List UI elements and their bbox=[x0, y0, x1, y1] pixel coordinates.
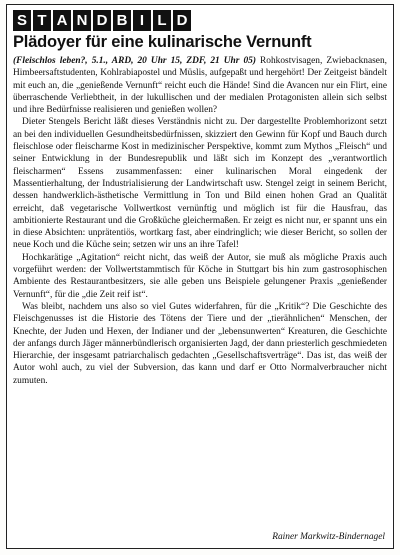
article-body bbox=[13, 55, 387, 387]
kicker-letter: L bbox=[153, 10, 171, 31]
kicker-letter: A bbox=[53, 10, 71, 31]
author-byline: Rainer Markwitz-Bindernagel bbox=[272, 532, 385, 542]
kicker-letter: N bbox=[73, 10, 91, 31]
section-kicker bbox=[13, 10, 191, 32]
paragraph-2: Dieter Stengels Bericht läßt dieses Verständnis nicht zu. Der dargestellte Problemhorizont setzt an bei den individuellen Gesundheitsbedürfnissen, skizziert den Gewinn für Kopf und Bauch durch fleischlose oder fleischarme Kost in medizinischer Perspektive, kommt zum Mythos „Fleisch“ und seiner Entwicklung in der Bundesrepublik und läßt sich im Konzept des „verantwortlich fleischarmen“ Essens zusammenfassen: einer kulinarischen Moral eingedenk der Massentierhaltung, der Industrialisierung der Landwirtschaft usw. Stengel zeigt in seinem Bericht, dessen handwerklich-ästhetische Vermittlung in Ton und Bild einen hohen Grad an Qualität erreicht, daß vegetarische Vollwertkost vernünftig und möglich ist für die Hausfrau, das ambitionierte Restaurant und die Großküche gleichermaßen. Er zeigt es nicht nur, er spannt uns ein in diese Absichten: unprätentiös, wortkarg fast, aber eindringlich; wie dieser Bericht, so sollen der neue Koch und die Küche sein; setzen wir uns an ihre Tafel! bbox=[13, 117, 387, 251]
headline: Plädoyer für eine kulinarische Vernunft bbox=[13, 33, 312, 51]
newspaper-clipping bbox=[6, 4, 394, 549]
kicker-letter: S bbox=[13, 10, 31, 31]
paragraph-4: Was bleibt, nachdem uns also so viel Gutes widerfahren, für die „Kritik“? Die Geschichte des Fleischgenusses ist die Historie des Tötens der Tiere und der „tierähnlichen“ Menschen, der Knechte, der Juden und Hexen, der Indianer und der „lebensunwerten“ Kreaturen, die Geschichte der anfangs durch Jäger männerbündlerisch organisierten Jagd, der dann priesterlich geschmiedeten Hierarchie, der insgesamt patriarchalisch gedachten „Gesellschaftsverträge“. Das ist, das weiß der Autor wohl auch, zu viel der Subversion, das kann und darf er Otto Normalverbraucher nicht zumuten. bbox=[13, 301, 387, 386]
paragraph-1 bbox=[13, 55, 387, 116]
paragraph-3: Hochkarätige „Agitation“ reicht nicht, das weiß der Autor, sie muß als mögliche Praxis auch vorgeführt werden: der Vollwertstammtisch für Köche in Stuttgart bis hin zum gastrosophischen Ambiente des Restaurantbesitzers, sie alle geben uns Beispiele gelungener Praxis „genießender Vernunft“, für die „die Zeit reif ist“. bbox=[13, 252, 387, 300]
kicker-letter: D bbox=[173, 10, 191, 31]
broadcast-info: (Fleischlos leben?, 5.1., ARD, 20 Uhr 15, ZDF, 21 Uhr 05) bbox=[13, 56, 256, 66]
kicker-letter: B bbox=[113, 10, 131, 31]
paragraph-1-text: Rohkostvisagen, Zwiebacknasen, Himbeersaftstudenten, Kohlrabiapostel und Müslis, aufgepaßt und hergehört! Der Zeitgeist bändelt mit euch an, die „genießende Vernunft“ reicht euch die Hände! Sind die Avancen nur ein Flirt, eine überraschende Verliebtheit, in der lukullischen und der medialen Protagonisten allein sich selbst und ihre Bedürfnisse realisieren und genießen wollen? bbox=[13, 56, 387, 116]
kicker-letter: D bbox=[93, 10, 111, 31]
kicker-letter: T bbox=[33, 10, 51, 31]
kicker-letter: I bbox=[133, 10, 151, 31]
